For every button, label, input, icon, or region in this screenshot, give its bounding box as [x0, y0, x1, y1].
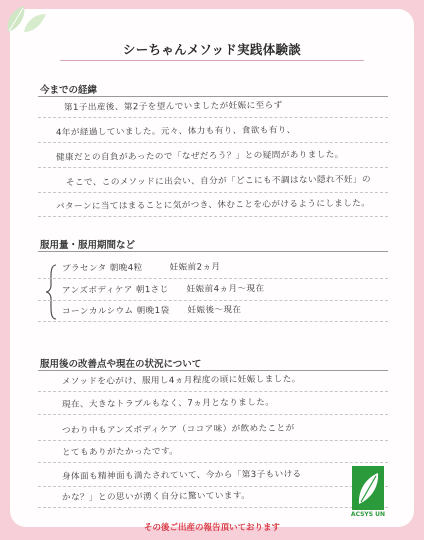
history-line: 第1子出産後、第2子を望んでいましたが妊娠に至らず: [63, 100, 283, 113]
leaf-logo-icon: [352, 466, 384, 510]
ruled-line: [38, 440, 388, 441]
section-divider-dosage: [38, 251, 388, 252]
logo-wordmark: ACSYS UN: [350, 511, 386, 518]
results-line: メソッドを心がけ、服用し4ヵ月程度の頃に妊娠しました。: [61, 374, 301, 387]
ruled-line: [38, 486, 388, 487]
ruled-line: [38, 300, 388, 301]
dosage-line: プラセンタ 朝晩4粒 妊娠前2ヵ月: [61, 262, 221, 274]
leaf-decoration-icon: [2, 2, 48, 36]
results-line: 身体面も精神面も満たされていて、今から「第3子もいける: [61, 469, 302, 482]
results-line: かな？」との思いが湧く自分に驚いています。: [61, 491, 251, 503]
ruled-line: [38, 391, 388, 392]
results-line: つわり中もアンズボディケア（ココア味）が飲めたことが: [61, 423, 295, 436]
section-heading-dosage: 服用量・服用期間など: [40, 240, 136, 251]
history-line: 健康だとの自負があったので「なぜだろう？」との疑問がありました。: [55, 149, 344, 163]
ruled-line: [38, 462, 388, 463]
page-title: シーちゃんメソッド実践体験談: [122, 42, 302, 57]
results-line: とてもありがたかったです。: [61, 446, 179, 458]
title-divider: [60, 60, 364, 61]
results-line: 現在、大きなトラブルもなく、7ヵ月となりました。: [61, 397, 275, 410]
history-line: そこで、このメソッドに出会い、自分が「どこにも不調はない隠れ不妊」の: [65, 174, 371, 188]
section-heading-history: 今までの経緯: [40, 85, 98, 96]
ruled-line: [38, 321, 388, 322]
dosage-line: コーンカルシウム 朝晩1袋 妊娠後～現在: [61, 305, 242, 317]
brace-icon: [44, 263, 58, 321]
dosage-line: アンズボディケア 朝1さじ 妊娠前4ヵ月～現在: [61, 283, 265, 296]
section-heading-results: 服用後の改善点や現在の状況について: [40, 359, 202, 370]
ruled-line: [38, 507, 388, 508]
ruled-line: [38, 414, 388, 415]
ruled-line: [38, 142, 388, 143]
ruled-line: [38, 117, 388, 118]
history-line: パターンに当てはまることに気がつき、休むことを心がけるようにしました。: [55, 198, 371, 212]
ruled-line: [38, 216, 388, 217]
section-divider-history: [38, 96, 388, 97]
ruled-line: [38, 167, 388, 168]
ruled-line: [38, 278, 388, 279]
section-divider-results: [38, 370, 388, 371]
ruled-line: [38, 192, 388, 193]
footer-note: その後ご出産の報告頂いております: [143, 523, 280, 533]
history-line: 4年が経過していました。元々、体力も有り、食欲も有り、: [55, 125, 296, 138]
